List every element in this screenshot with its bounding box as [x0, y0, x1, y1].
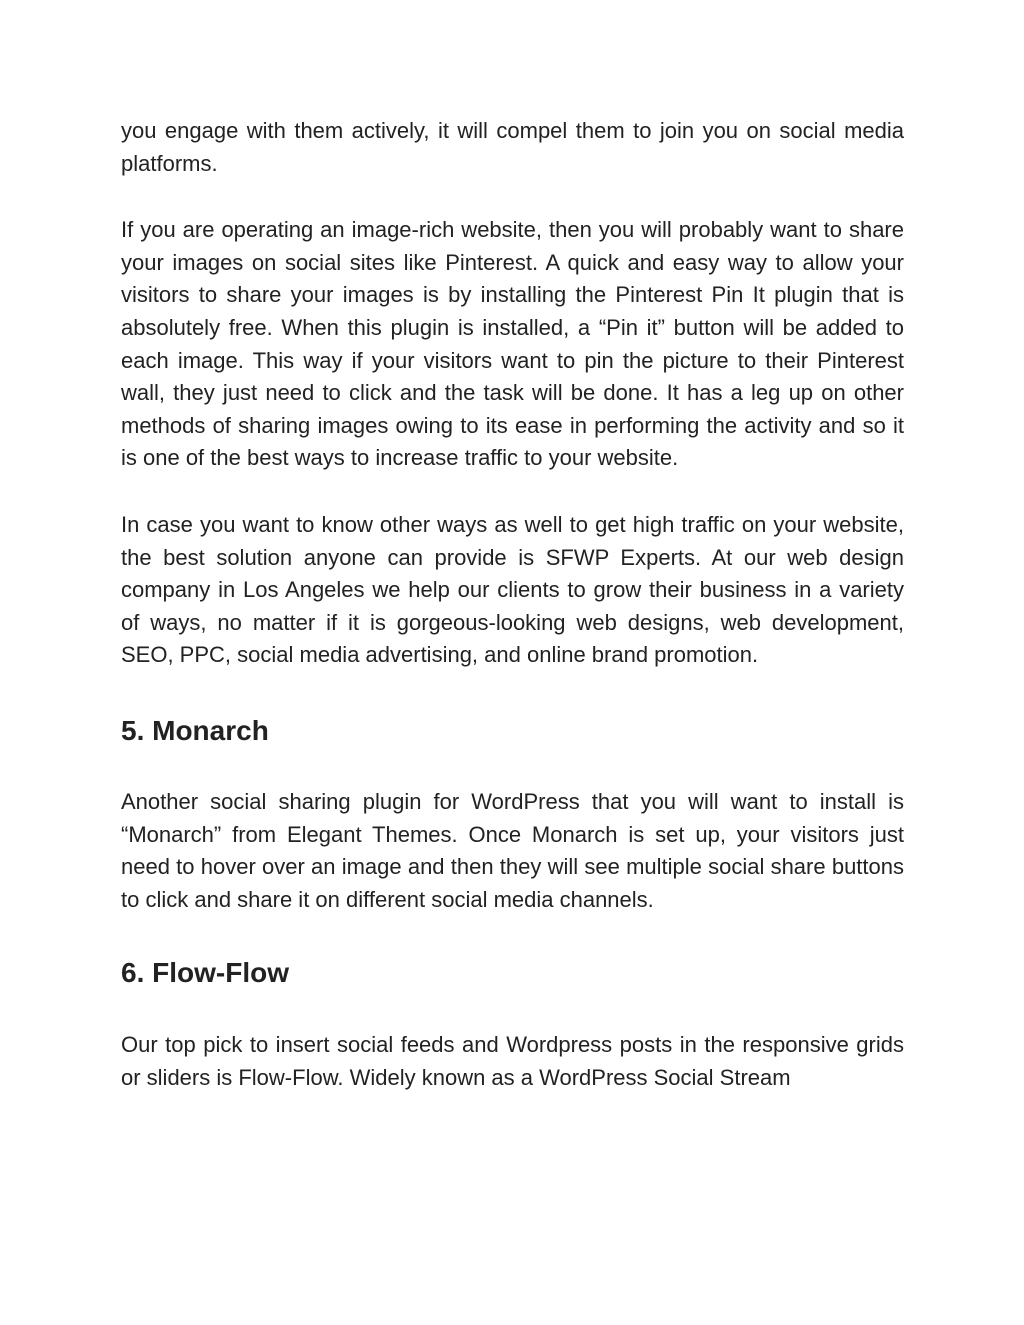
paragraph-monarch: Another social sharing plugin for WordPress that you will want to install is “Monarch” from Elegant Themes. Once Monarch is set up, your visitors just need to hover over an image and then they will see multiple social share buttons to click and share it on different social media channels. — [121, 788, 904, 912]
paragraph-social-engagement: you engage with them actively, it will compel them to join you on social media platforms. — [121, 118, 904, 176]
paragraph-flow-flow: Our top pick to insert social feeds and Wordpress posts in the responsive grids or sliders is Flow-Flow. Widely known as a WordPress Social Stream — [121, 1032, 904, 1090]
heading-monarch: 5. Monarch — [121, 714, 269, 746]
heading-flow-flow: 6. Flow-Flow — [121, 957, 289, 989]
document-page — [121, 115, 904, 1094]
paragraph-pinterest-pin-it: If you are operating an image-rich website, then you will probably want to share your images on social sites like Pinterest. A quick and easy way to allow your visitors to share your images is by installing the Pinterest Pin It plugin that is absolutely free. When this plugin is installed, a “Pin it” button will be added to each image. This way if your visitors want to pin the picture to their Pinterest wall, they just need to click and the task will be done. It has a leg up on other methods of sharing images owing to its ease in performing the activity and so it is one of the best ways to increase traffic to your website. — [121, 217, 904, 471]
paragraph-sfwp-experts: In case you want to know other ways as well to get high traffic on your website, the best solution anyone can provide is SFWP Experts. At our web design company in Los Angeles we help our clients to grow their business in a variety of ways, no matter if it is gorgeous-looking web designs, web development, SEO, PPC, social media advertising, and online brand promotion. — [121, 511, 904, 668]
